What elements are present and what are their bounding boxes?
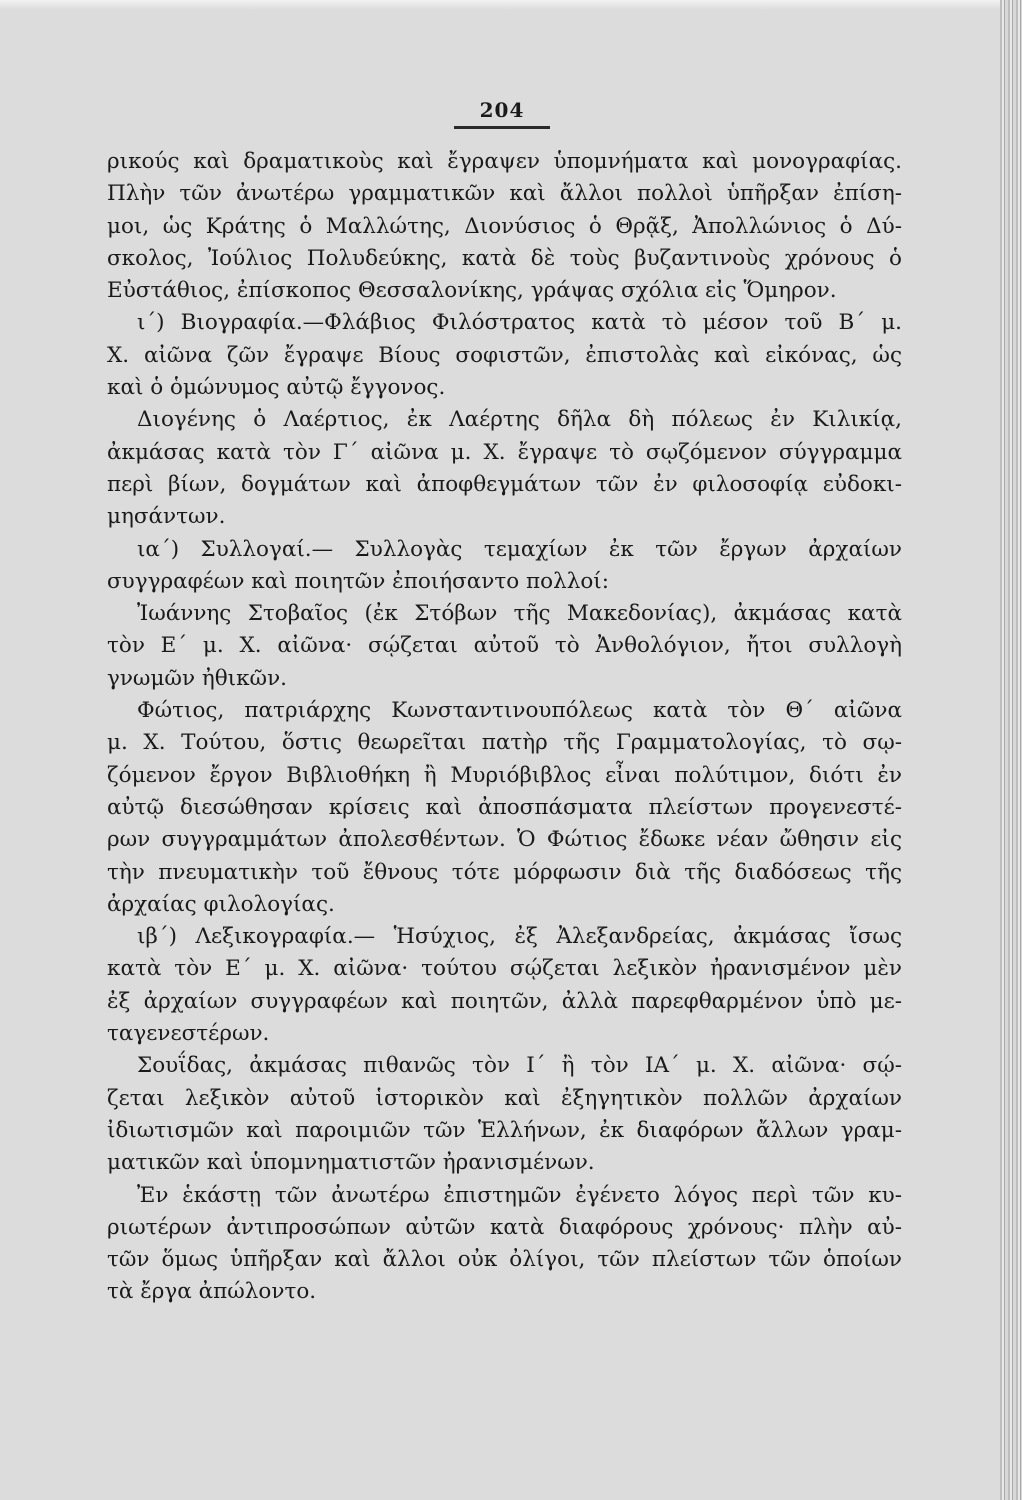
text-line: γνωμῶν ἠθικῶν. bbox=[107, 665, 287, 691]
text-line: Εὐστάθιος, ἐπίσκοπος Θεσσαλονίκης, γράψας σχόλια εἰς Ὅμηρον. bbox=[107, 278, 837, 304]
text-line: κατὰ τὸν Ε΄ μ. Χ. αἰῶνα· τούτου σῴζεται λεξικὸν ἠρανισμένον μὲν bbox=[107, 956, 902, 982]
body-text bbox=[107, 146, 902, 1309]
text-line: αὐτῷ διεσώθησαν κρίσεις καὶ ἀποσπάσματα πλείστων προγενεστέ- bbox=[107, 794, 902, 820]
section-heading-line: ιβ΄) Λεξικογραφία.— Ἡσύχιος, ἐξ Ἀλεξανδρείας, ἀκμάσας ἴσως bbox=[137, 924, 902, 950]
section-heading-line: ια΄) Συλλογαί.— Συλλογὰς τεμαχίων ἐκ τῶν ἔργων ἀρχαίων bbox=[137, 536, 902, 562]
text-line: Ἰωάννης Στοβαῖος (ἐκ Στόβων τῆς Μακεδονίας), ἀκμάσας κατὰ bbox=[137, 601, 902, 627]
text-line: μ. Χ. Τούτου, ὅστις θεωρεῖται πατὴρ τῆς Γραμματολογίας, τὸ σῳ- bbox=[107, 730, 902, 756]
text-line: Πλὴν τῶν ἀνωτέρω γραμματικῶν καὶ ἄλλοι πολλοὶ ὑπῆρξαν ἐπίση- bbox=[107, 181, 902, 207]
text-line: ἀκμάσας κατὰ τὸν Γ΄ αἰῶνα μ. Χ. ἔγραψε τὸ σῳζόμενον σύγγραμμα bbox=[107, 439, 902, 465]
text-line: Φώτιος, πατριάρχης Κωνσταντινουπόλεως κατὰ τὸν Θ΄ αἰῶνα bbox=[137, 698, 902, 724]
text-line: μησάντων. bbox=[107, 504, 226, 530]
text-line: Σουΐδας, ἀκμάσας πιθανῶς τὸν Ι΄ ἢ τὸν ΙΑ΄ μ. Χ. αἰῶνα· σῴ- bbox=[137, 1053, 902, 1079]
page-number-rule bbox=[454, 126, 550, 129]
text-line: ἐξ ἀρχαίων συγγραφέων καὶ ποιητῶν, ἀλλὰ παρεφθαρμένον ὑπὸ με- bbox=[107, 988, 902, 1014]
text-line: συγγραφέων καὶ ποιητῶν ἐποιήσαντο πολλοί: bbox=[107, 568, 609, 594]
text-line: καὶ ὁ ὁμώνυμος αὐτῷ ἔγγονος. bbox=[107, 375, 446, 401]
text-line: περὶ βίων, δογμάτων καὶ ἀποφθεγμάτων τῶν ἐν φιλοσοφίᾳ εὐδοκι- bbox=[107, 471, 902, 497]
text-line: ρικούς καὶ δραματικοὺς καὶ ἔγραψεν ὑπομνήματα καὶ μονογραφίας. bbox=[107, 149, 902, 174]
text-line: ἀρχαίας φιλολογίας. bbox=[107, 891, 335, 917]
text-line: ταγενεστέρων. bbox=[107, 1021, 270, 1047]
text-line: τῶν ὅμως ὑπῆρξαν καὶ ἄλλοι οὐκ ὀλίγοι, τῶν πλείστων τῶν ὁποίων bbox=[107, 1247, 902, 1273]
text-line: ριωτέρων ἀντιπροσώπων αὐτῶν κατὰ διαφόρους χρόνους· πλὴν αὐ- bbox=[107, 1214, 902, 1240]
page-number: 204 bbox=[479, 98, 525, 122]
text-line: ζόμενον ἔργον Βιβλιοθήκη ἢ Μυριόβιβλος εἶναι πολύτιμον, διότι ἐν bbox=[107, 762, 902, 788]
text-line: Διογένης ὁ Λαέρτιος, ἐκ Λαέρτης δῆλα δὴ πόλεως ἐν Κιλικίᾳ, bbox=[137, 407, 902, 433]
text-line: τὴν πνευματικὴν τοῦ ἔθνους τότε μόρφωσιν διὰ τῆς διαδόσεως τῆς bbox=[107, 859, 902, 885]
text-line: μοι, ὡς Κράτης ὁ Μαλλώτης, Διονύσιος ὁ Θρᾷξ, Ἀπολλώνιος ὁ Δύ- bbox=[107, 213, 902, 239]
text-line: Ἐν ἑκάστῃ τῶν ἀνωτέρω ἐπιστημῶν ἐγένετο λόγος περὶ τῶν κυ- bbox=[137, 1182, 902, 1208]
text-line: τὰ ἔργα ἀπώλοντο. bbox=[107, 1279, 317, 1305]
text-line: σκολος, Ἰούλιος Πολυδεύκης, κατὰ δὲ τοὺς βυζαντινοὺς χρόνους ὁ bbox=[107, 245, 902, 271]
text-line: ματικῶν καὶ ὑπομνηματιστῶν ἠρανισμένων. bbox=[107, 1150, 595, 1176]
text-line: ρων συγγραμμάτων ἀπολεσθέντων. Ὁ Φώτιος ἔδωκε νέαν ὤθησιν εἰς bbox=[107, 827, 902, 853]
text-line: Χ. αἰῶνα ζῶν ἔγραψε Βίους σοφιστῶν, ἐπιστολὰς καὶ εἰκόνας, ὡς bbox=[107, 342, 902, 368]
section-heading-line: ι΄) Βιογραφία.—Φλάβιος Φιλόστρατος κατὰ τὸ μέσον τοῦ Β΄ μ. bbox=[137, 310, 902, 336]
text-line: τὸν Ε΄ μ. Χ. αἰῶνα· σῴζεται αὐτοῦ τὸ Ἀνθολόγιον, ἤτοι συλλογὴ bbox=[107, 633, 902, 659]
page-top-edge bbox=[0, 0, 1000, 10]
text-line: ζεται λεξικὸν αὐτοῦ ἱστορικὸν καὶ ἐξηγητικὸν πολλῶν ἀρχαίων bbox=[107, 1085, 902, 1111]
text-line: ἰδιωτισμῶν καὶ παροιμιῶν τῶν Ἑλλήνων, ἐκ διαφόρων ἄλλων γραμ- bbox=[107, 1117, 902, 1143]
book-edge-pages bbox=[1000, 0, 1022, 1500]
